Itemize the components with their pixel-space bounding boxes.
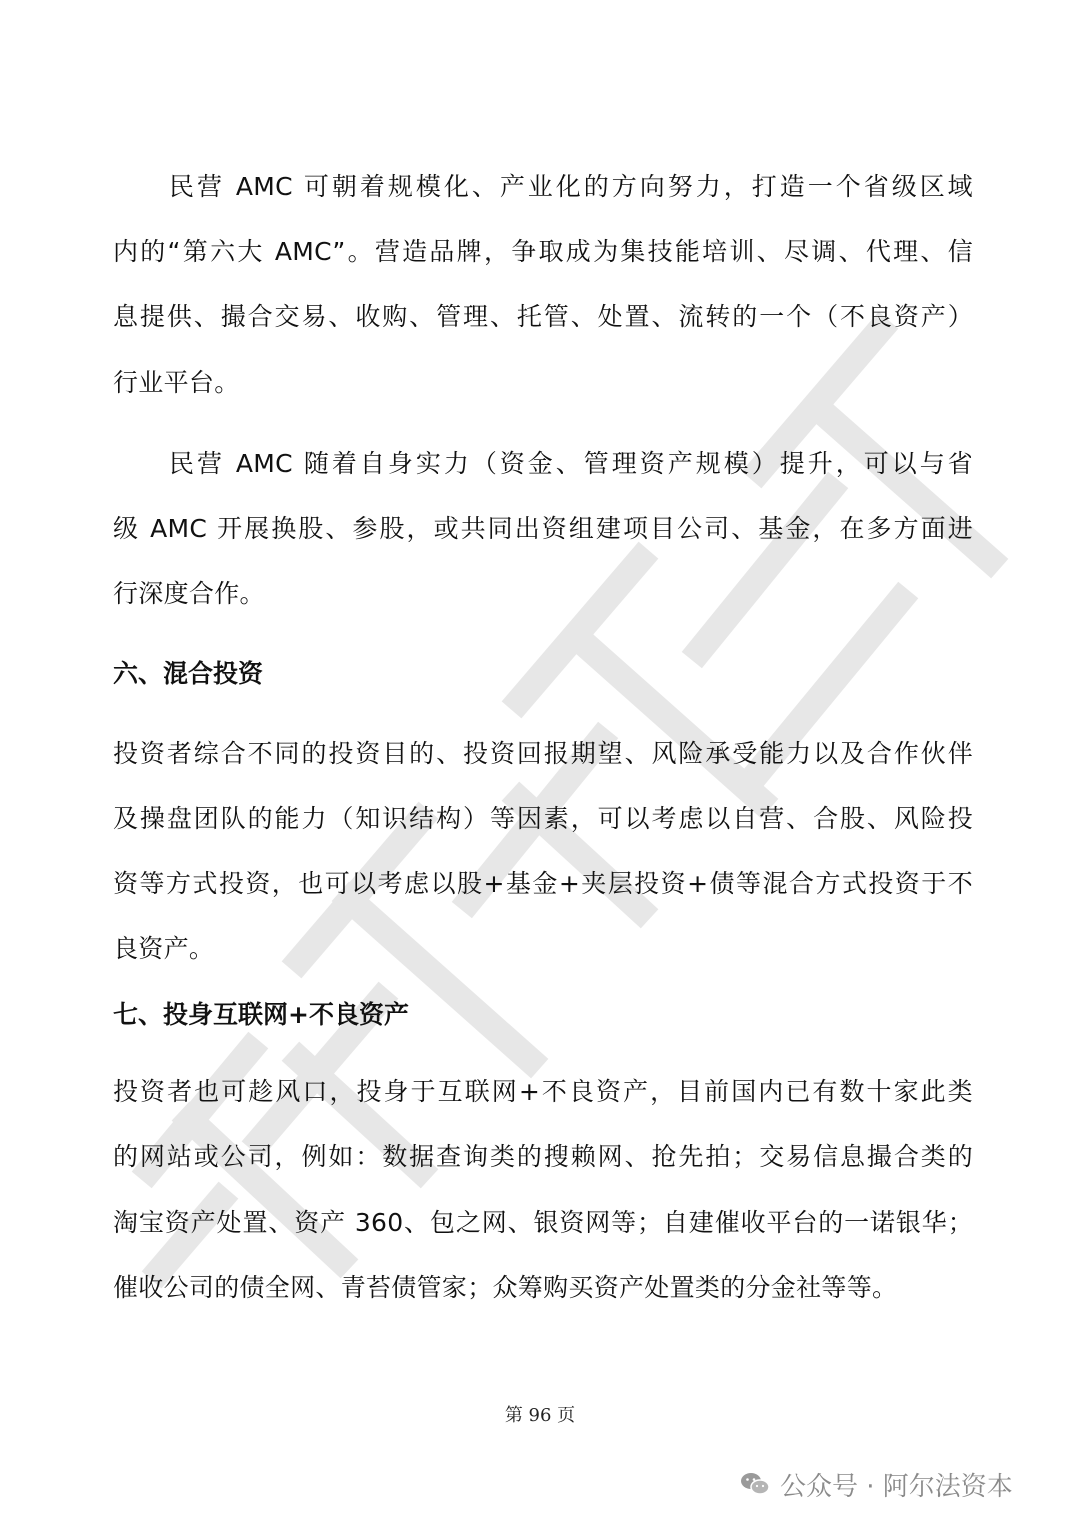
body-line: 行业平台。	[113, 368, 240, 397]
body-line: 及操盘团队的能力（知识结构）等因素，可以考虑以自营、合股、风险投	[113, 804, 973, 833]
body-line: 息提供、撮合交易、收购、管理、托管、处置、流转的一个（不良资产）	[113, 302, 973, 331]
section-heading: 六、混合投资	[113, 659, 264, 688]
body-line: 投资者也可趁风口，投身于互联网+不良资产，目前国内已有数十家此类	[113, 1077, 973, 1106]
section-heading: 七、投身互联网+不良资产	[113, 1000, 409, 1029]
body-line: 良资产。	[113, 934, 215, 963]
page-number: 第 96 页	[504, 1405, 576, 1426]
body-line: 的网站或公司，例如：数据查询类的搜赖网、抢先拍；交易信息撮合类的	[113, 1142, 973, 1171]
body-line: 内的“第六大 AMC”。营造品牌，争取成为集技能培训、尽调、代理、信	[113, 237, 973, 266]
body-line: 催收公司的债全网、青苔债管家；众筹购买资产处置类的分金社等等。	[113, 1273, 898, 1302]
body-line: 淘宝资产处置、资产 360、包之网、银资网等；自建催收平台的一诺银华；	[113, 1208, 973, 1237]
wechat-icon	[740, 1471, 770, 1497]
body-line: 行深度合作。	[113, 579, 265, 608]
body-line: 民营 AMC 可朝着规模化、产业化的方向努力，打造一个省级区域	[113, 172, 973, 201]
footer-brand-text: 公众号 · 阿尔法资本	[780, 1471, 1013, 1502]
body-line: 资等方式投资，也可以考虑以股+基金+夹层投资+债等混合方式投资于不	[113, 869, 973, 898]
body-line: 投资者综合不同的投资目的、投资回报期望、风险承受能力以及合作伙伴	[113, 739, 973, 768]
body-line: 民营 AMC 随着自身实力（资金、管理资产规模）提升，可以与省	[113, 449, 973, 478]
footer-brand	[740, 1464, 1013, 1504]
body-line: 级 AMC 开展换股、参股，或共同出资组建项目公司、基金，在多方面进	[113, 514, 973, 543]
